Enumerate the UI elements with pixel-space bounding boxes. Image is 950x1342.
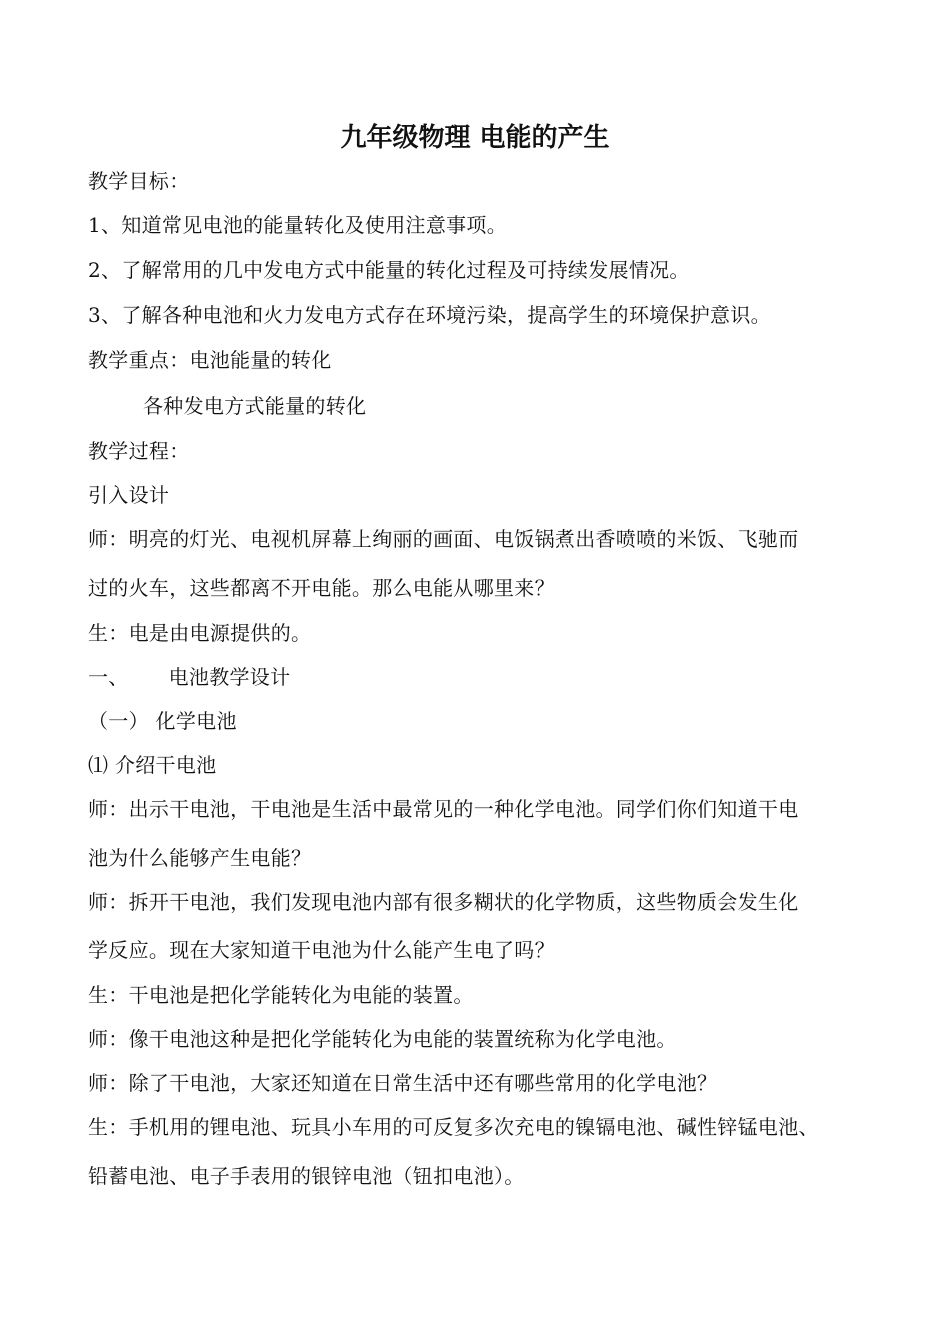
student-line-2a: 生：手机用的锂电池、玩具小车用的可反复多次充电的镍镉电池、碱性锌锰电池、 (88, 1115, 819, 1139)
item-1-heading: ⑴ 介绍干电池 (88, 753, 217, 777)
objectives-heading: 教学目标： (88, 169, 190, 193)
teacher-line-2a: 师：拆开干电池，我们发现电池内部有很多糊状的化学物质，这些物质会发生化 (88, 890, 799, 914)
section-1-title: 电池教学设计 (168, 665, 291, 689)
teacher-intro-line-2: 过的火车，这些都离不开电能。那么电能从哪里来？ (88, 576, 555, 600)
objective-item-1: 1、知道常见电池的能量转化及使用注意事项。 (88, 213, 508, 237)
section-1-number: 一、 (88, 665, 129, 689)
section-1-heading (88, 662, 290, 692)
objective-item-3: 3、了解各种电池和火力发电方式存在环境污染，提高学生的环境保护意识。 (88, 303, 771, 327)
teacher-line-3: 师：像干电池这种是把化学能转化为电能的装置统称为化学电池。 (88, 1027, 677, 1051)
student-line-1: 生：干电池是把化学能转化为电能的装置。 (88, 983, 474, 1007)
objective-item-2: 2、了解常用的几中发电方式中能量的转化过程及可持续发展情况。 (88, 258, 690, 282)
teacher-line-1a: 师：出示干电池，干电池是生活中最常见的一种化学电池。同学们你们知道干电 (88, 797, 799, 821)
document-title: 九年级物理 电能的产生 (340, 123, 610, 153)
process-heading: 教学过程： (88, 439, 190, 463)
student-line-2b: 铅蓄电池、电子手表用的银锌电池（钮扣电池）。 (88, 1164, 525, 1188)
intro-heading: 引入设计 (88, 483, 170, 507)
student-intro: 生：电是由电源提供的。 (88, 621, 312, 645)
teacher-line-4: 师：除了干电池，大家还知道在日常生活中还有哪些常用的化学电池？ (88, 1071, 718, 1095)
key-points-line-2: 各种发电方式能量的转化 (143, 394, 367, 418)
key-points-line-1: 教学重点：电池能量的转化 (88, 348, 332, 372)
teacher-line-2b: 学反应。现在大家知道干电池为什么能产生电了吗？ (88, 938, 555, 962)
subsection-1-heading: （一） 化学电池 (88, 709, 237, 733)
teacher-intro-line-1: 师：明亮的灯光、电视机屏幕上绚丽的画面、电饭锅煮出香喷喷的米饭、飞驰而 (88, 527, 799, 551)
teacher-line-1b: 池为什么能够产生电能？ (88, 846, 312, 870)
